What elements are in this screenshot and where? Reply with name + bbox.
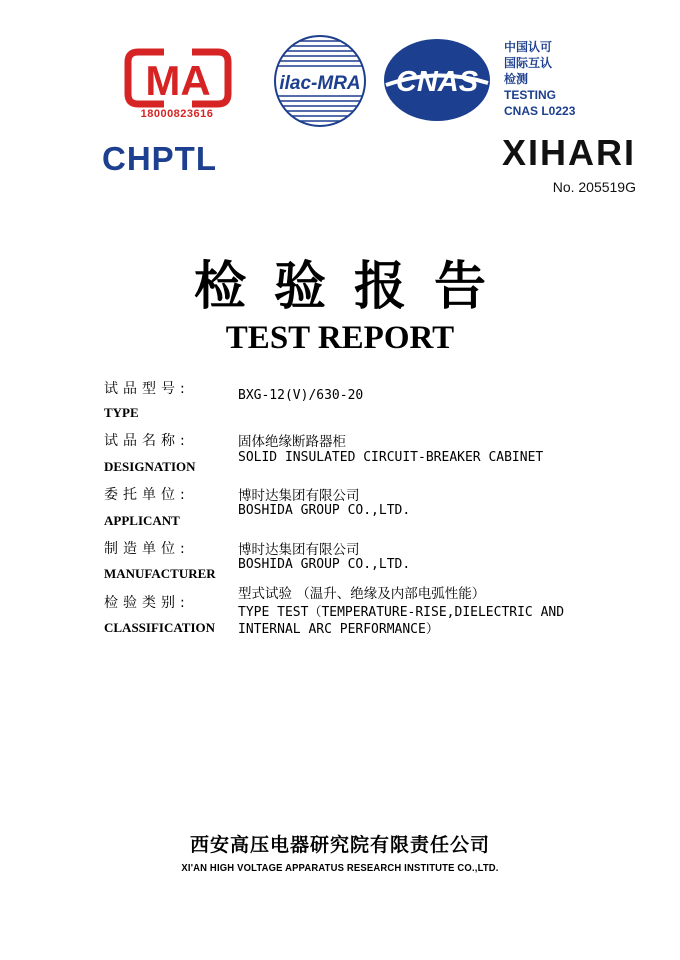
label-classification-en: CLASSIFICATION (104, 620, 216, 635)
label-designation-cn: 试品名称: (104, 433, 190, 449)
value-classification-en-1: TYPE TEST（TEMPERATURE-RISE,DIELECTRIC AND (238, 605, 565, 620)
cnas-accreditation-text (504, 39, 575, 119)
cnas-line-3: 检测 (504, 72, 529, 86)
label-manufacturer-en: MANUFACTURER (104, 566, 216, 581)
cnas-logo-text: CNAS (395, 66, 479, 98)
value-applicant-cn: 博时达集团有限公司 (238, 488, 360, 504)
brand-xihari: XIHARI (501, 132, 636, 173)
cnas-line-5: CNAS L0223 (504, 104, 576, 118)
cnas-line-2: 国际互认 (504, 56, 553, 70)
label-type-en: TYPE (104, 405, 139, 420)
label-designation-en: DESIGNATION (104, 459, 196, 474)
report-number: No. 205519G (552, 179, 636, 195)
title-chinese: 检验报告 (193, 257, 514, 317)
value-type: BXG-12(V)/630-20 (238, 388, 364, 403)
value-designation-en: SOLID INSULATED CIRCUIT-BREAKER CABINET (238, 450, 544, 465)
label-type-cn: 试品型号: (104, 381, 190, 397)
cma-phone: 18000823616 (140, 108, 214, 120)
cma-logo-text: MA (145, 57, 211, 104)
label-applicant-en: APPLICANT (104, 513, 180, 528)
ilac-logo-text: ilac-MRA (279, 73, 361, 94)
institute-name-en: XI'AN HIGH VOLTAGE APPARATUS RESEARCH INSTITUTE CO.,LTD. (181, 862, 499, 874)
value-classification-cn: 型式试验 （温升、绝缘及内部电弧性能） (238, 586, 486, 602)
label-manufacturer-cn: 制造单位: (104, 541, 190, 557)
value-manufacturer-cn: 博时达集团有限公司 (238, 542, 360, 558)
value-manufacturer-en: BOSHIDA GROUP CO.,LTD. (238, 557, 411, 572)
chptl-logo: CHPTL (102, 140, 217, 177)
label-classification-cn: 检验类别: (104, 595, 190, 611)
cnas-line-1: 中国认可 (504, 40, 553, 54)
cnas-line-4: TESTING (504, 88, 557, 102)
value-classification-en-2: INTERNAL ARC PERFORMANCE） (238, 622, 439, 637)
label-applicant-cn: 委托单位: (104, 487, 190, 503)
value-applicant-en: BOSHIDA GROUP CO.,LTD. (238, 503, 411, 518)
institute-name-cn: 西安高压电器研究院有限责任公司 (189, 834, 490, 856)
value-designation-cn: 固体绝缘断路器柜 (238, 434, 346, 450)
cma-logo (124, 48, 232, 108)
ilac-mra-logo (272, 33, 368, 129)
cnas-logo (382, 37, 492, 123)
title-english: TEST REPORT (225, 320, 455, 356)
